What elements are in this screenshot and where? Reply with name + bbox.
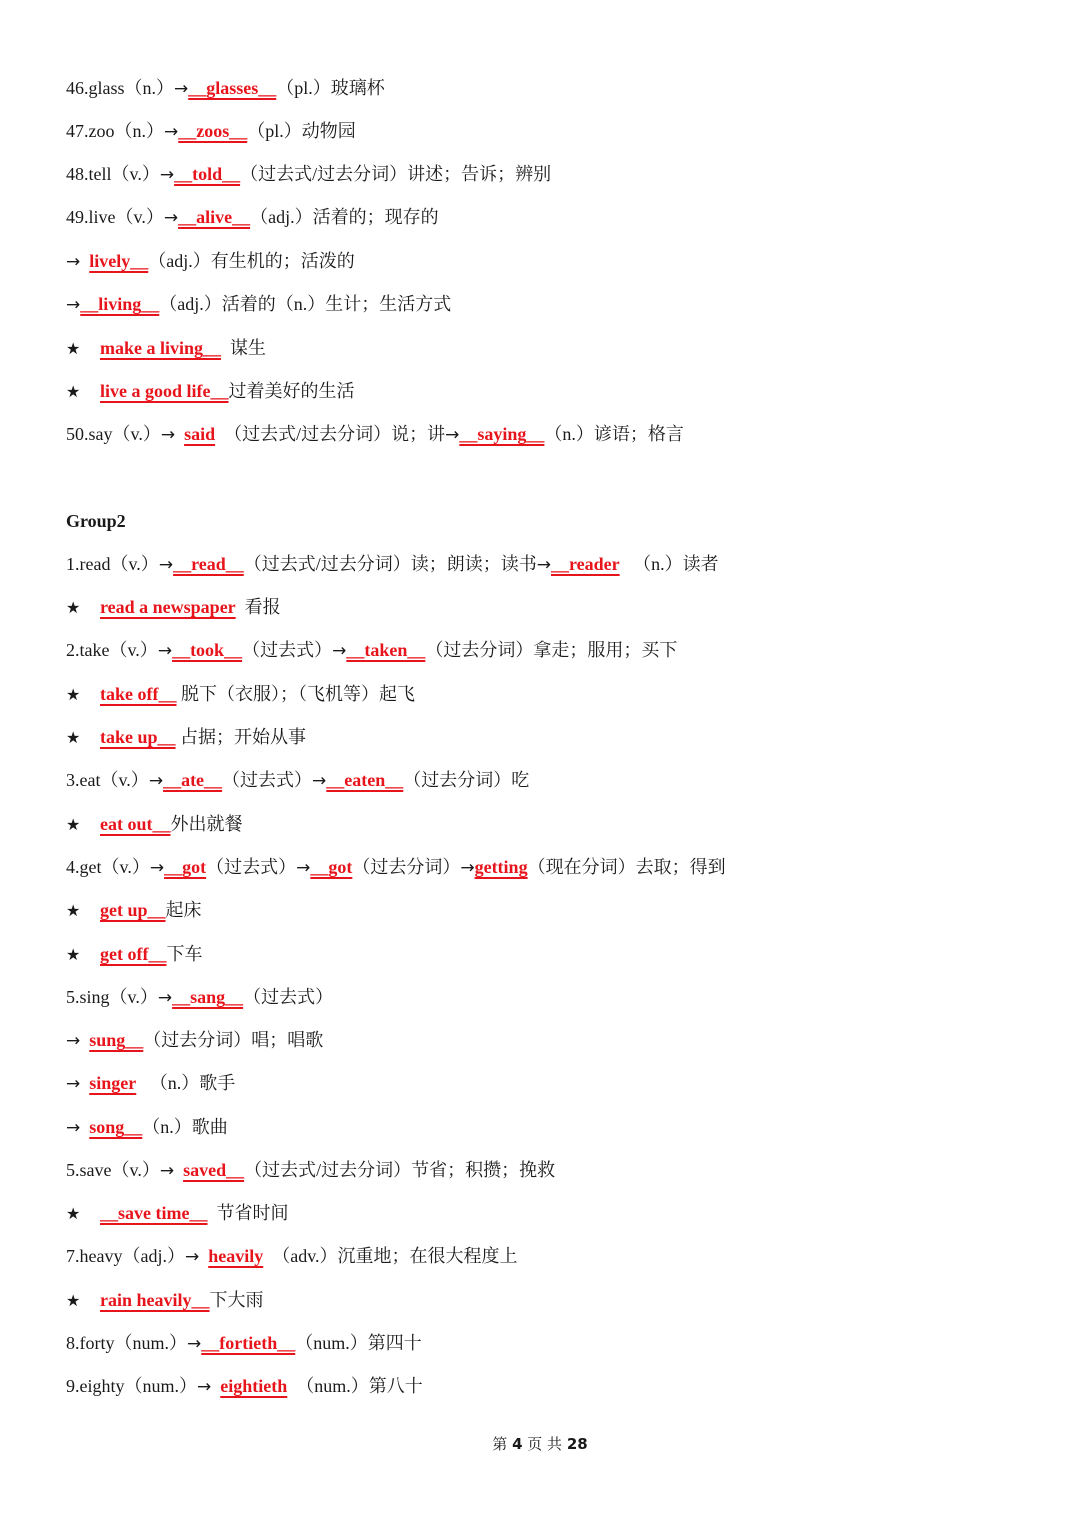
vocab-line [66, 722, 306, 752]
arrow-icon: → [149, 858, 165, 878]
footer-middle: 页 共 [527, 1435, 563, 1453]
line-text: （过去式） [243, 987, 334, 1007]
line-text: （过去式） [206, 857, 297, 877]
arrow-icon: → [332, 641, 347, 661]
line-text: （过去式/过去分词）读；朗读；读书 [243, 554, 537, 574]
line-text: （过去分词）唱；唱歌 [143, 1030, 324, 1050]
line-text: （n.）歌曲 [142, 1117, 228, 1137]
line-text: （pl.）动物园 [247, 121, 356, 141]
answer-blank: rain heavily__ [100, 1290, 210, 1310]
vocab-line [66, 1155, 555, 1185]
star-bullet-icon: ★ [66, 1204, 81, 1223]
line-text: （num.）第四十 [295, 1333, 422, 1353]
arrow-icon: → [184, 1247, 200, 1267]
line-text [175, 424, 184, 444]
arrow-icon: → [312, 771, 327, 791]
line-text: （adj.）活着的（n.）生计；生活方式 [159, 294, 452, 314]
star-bullet-icon: ★ [66, 945, 81, 964]
answer-blank: getting [474, 857, 528, 877]
arrow-icon: → [159, 1161, 175, 1181]
answer-blank: __eaten__ [326, 770, 404, 790]
arrow-icon: → [66, 1118, 81, 1138]
line-text: 下车 [166, 944, 203, 964]
line-text: 谋生 [221, 338, 267, 358]
line-text: 8.forty（num.） [66, 1333, 187, 1353]
footer-prefix: 第 [492, 1435, 508, 1453]
answer-blank: take up__ [100, 727, 176, 747]
arrow-icon: → [66, 252, 81, 272]
line-text: 3.eat（v.） [66, 770, 149, 790]
arrow-icon: → [174, 79, 189, 99]
vocab-line [66, 1068, 235, 1098]
line-text: 过着美好的生活 [228, 381, 355, 401]
line-text: 9.eighty（num.） [66, 1376, 197, 1396]
line-text [80, 1073, 89, 1093]
arrow-icon: → [158, 555, 174, 575]
vocab-line [66, 679, 415, 709]
line-text: （过去式/过去分词）说；讲 [215, 424, 446, 444]
arrow-icon: → [157, 988, 173, 1008]
answer-blank: __living__ [80, 294, 160, 314]
answer-blank: __sang__ [172, 987, 244, 1007]
answer-blank: __save time__ [100, 1203, 208, 1223]
answer-blank: lively__ [89, 251, 149, 271]
arrow-icon: → [460, 858, 475, 878]
line-text: 下大雨 [209, 1290, 264, 1310]
line-text: （n.）读者 [619, 554, 719, 574]
answer-blank: __read__ [173, 554, 244, 574]
answer-blank: __got [310, 857, 353, 877]
answer-blank: get up__ [100, 900, 166, 920]
answer-blank: __got [164, 857, 207, 877]
vocab-line [66, 1328, 422, 1358]
answer-blank: __saying__ [459, 424, 545, 444]
vocab-line [66, 1112, 228, 1142]
line-text: 外出就餐 [170, 814, 243, 834]
line-text: （过去式/过去分词）讲述；告诉；辨别 [240, 164, 552, 184]
star-bullet-icon: ★ [66, 598, 81, 617]
answer-blank: heavily [208, 1246, 264, 1266]
vocab-line [66, 333, 266, 363]
answer-blank: eat out__ [100, 814, 171, 834]
vocab-line [66, 592, 281, 622]
answer-blank: make a living__ [100, 338, 222, 358]
arrow-icon: → [159, 165, 175, 185]
line-text: 46.glass（n.） [66, 78, 174, 98]
line-text [199, 1246, 208, 1266]
line-text: （adj.）活着的；现存的 [250, 207, 439, 227]
star-bullet-icon: ★ [66, 815, 81, 834]
answer-blank: get off__ [100, 944, 167, 964]
line-text [174, 1160, 183, 1180]
line-text: 50.say（v.） [66, 424, 161, 444]
line-text: 49.live（v.） [66, 207, 164, 227]
line-text: 2.take（v.） [66, 640, 158, 660]
star-bullet-icon: ★ [66, 728, 81, 747]
line-text: （过去式） [222, 770, 313, 790]
total-page-count: 28 [566, 1435, 588, 1453]
vocab-line [66, 939, 202, 969]
line-text: （过去分词）拿走；服用；买下 [425, 640, 678, 660]
vocab-line [66, 982, 333, 1012]
line-text: （n.）歌手 [136, 1073, 236, 1093]
group-heading [66, 506, 126, 536]
arrow-icon: → [536, 555, 551, 575]
arrow-icon: → [164, 122, 179, 142]
answer-blank: __reader [550, 554, 620, 574]
arrow-icon: → [66, 1031, 81, 1051]
star-bullet-icon: ★ [66, 339, 81, 358]
line-text: （过去式） [242, 640, 333, 660]
answer-blank: read a newspaper [100, 597, 236, 617]
page-footer [0, 1430, 1080, 1458]
line-text: 7.heavy（adj.） [66, 1246, 185, 1266]
vocab-line [66, 809, 243, 839]
current-page-number: 4 [512, 1435, 523, 1453]
line-text: 脱下（衣服）；（飞机等）起飞 [176, 684, 415, 704]
answer-blank: __zoos__ [178, 121, 248, 141]
vocab-line [66, 1198, 288, 1228]
arrow-icon: → [160, 425, 176, 445]
vocab-line [66, 376, 355, 406]
line-text: （过去分词） [352, 857, 461, 877]
star-bullet-icon: ★ [66, 685, 81, 704]
vocab-line [66, 419, 684, 449]
line-text: （现在分词）去取；得到 [527, 857, 726, 877]
vocab-line [66, 73, 385, 103]
arrow-icon: → [445, 425, 460, 445]
line-text [211, 1376, 220, 1396]
line-text: （adv.）沉重地；在很大程度上 [263, 1246, 518, 1266]
arrow-icon: → [148, 771, 164, 791]
answer-blank: said [184, 424, 216, 444]
answer-blank: __alive__ [178, 207, 251, 227]
answer-blank: __ate__ [163, 770, 223, 790]
line-text: （过去分词）吃 [403, 770, 530, 790]
answer-blank: __took__ [172, 640, 243, 660]
answer-blank: singer [89, 1073, 137, 1093]
line-text: 5.save（v.） [66, 1160, 160, 1180]
line-text: 5.sing（v.） [66, 987, 158, 1007]
vocab-line [66, 116, 356, 146]
vocab-line [66, 202, 439, 232]
vocab-line [66, 895, 202, 925]
arrow-icon: → [66, 1074, 81, 1094]
answer-blank: eightieth [220, 1376, 288, 1396]
line-text: 47.zoo（n.） [66, 121, 164, 141]
vocab-line [66, 1025, 323, 1055]
answer-blank: __fortieth__ [201, 1333, 296, 1353]
vocab-line [66, 1285, 264, 1315]
line-text [80, 1030, 89, 1050]
star-bullet-icon: ★ [66, 901, 81, 920]
star-bullet-icon: ★ [66, 1291, 81, 1310]
line-text: 1.read（v.） [66, 554, 159, 574]
answer-blank: __glasses__ [188, 78, 277, 98]
line-text: （过去式/过去分词）节省；积攒；挽救 [244, 1160, 556, 1180]
line-text: （num.）第八十 [287, 1376, 423, 1396]
arrow-icon: → [296, 858, 311, 878]
line-text: （pl.）玻璃杯 [276, 78, 385, 98]
vocab-line [66, 765, 529, 795]
arrow-icon: → [197, 1377, 212, 1397]
answer-blank: song__ [89, 1117, 143, 1137]
line-text: （adj.）有生机的；活泼的 [148, 251, 355, 271]
line-text [80, 251, 89, 271]
line-text: Group2 [66, 511, 126, 531]
line-text: （n.）谚语；格言 [544, 424, 684, 444]
vocab-line [66, 852, 726, 882]
line-text: 起床 [165, 900, 202, 920]
star-bullet-icon: ★ [66, 382, 81, 401]
arrow-icon: → [66, 295, 81, 315]
vocab-line [66, 246, 355, 276]
arrow-icon: → [157, 641, 173, 661]
vocab-line [66, 549, 719, 579]
answer-blank: saved__ [183, 1160, 245, 1180]
answer-blank: __told__ [174, 164, 241, 184]
answer-blank: take off__ [100, 684, 177, 704]
arrow-icon: → [187, 1334, 202, 1354]
line-text: 节省时间 [207, 1203, 289, 1223]
line-text [80, 1117, 89, 1137]
vocab-line [66, 1371, 423, 1401]
line-text: 看报 [235, 597, 281, 617]
arrow-icon: → [163, 208, 179, 228]
answer-blank: live a good life__ [100, 381, 229, 401]
answer-blank: __taken__ [346, 640, 426, 660]
answer-blank: sung__ [89, 1030, 144, 1050]
vocab-line [66, 635, 677, 665]
line-text: 占据；开始从事 [175, 727, 307, 747]
line-text: 48.tell（v.） [66, 164, 160, 184]
vocab-line [66, 159, 551, 189]
vocab-line [66, 1241, 518, 1271]
vocab-line [66, 289, 451, 319]
line-text: 4.get（v.） [66, 857, 150, 877]
